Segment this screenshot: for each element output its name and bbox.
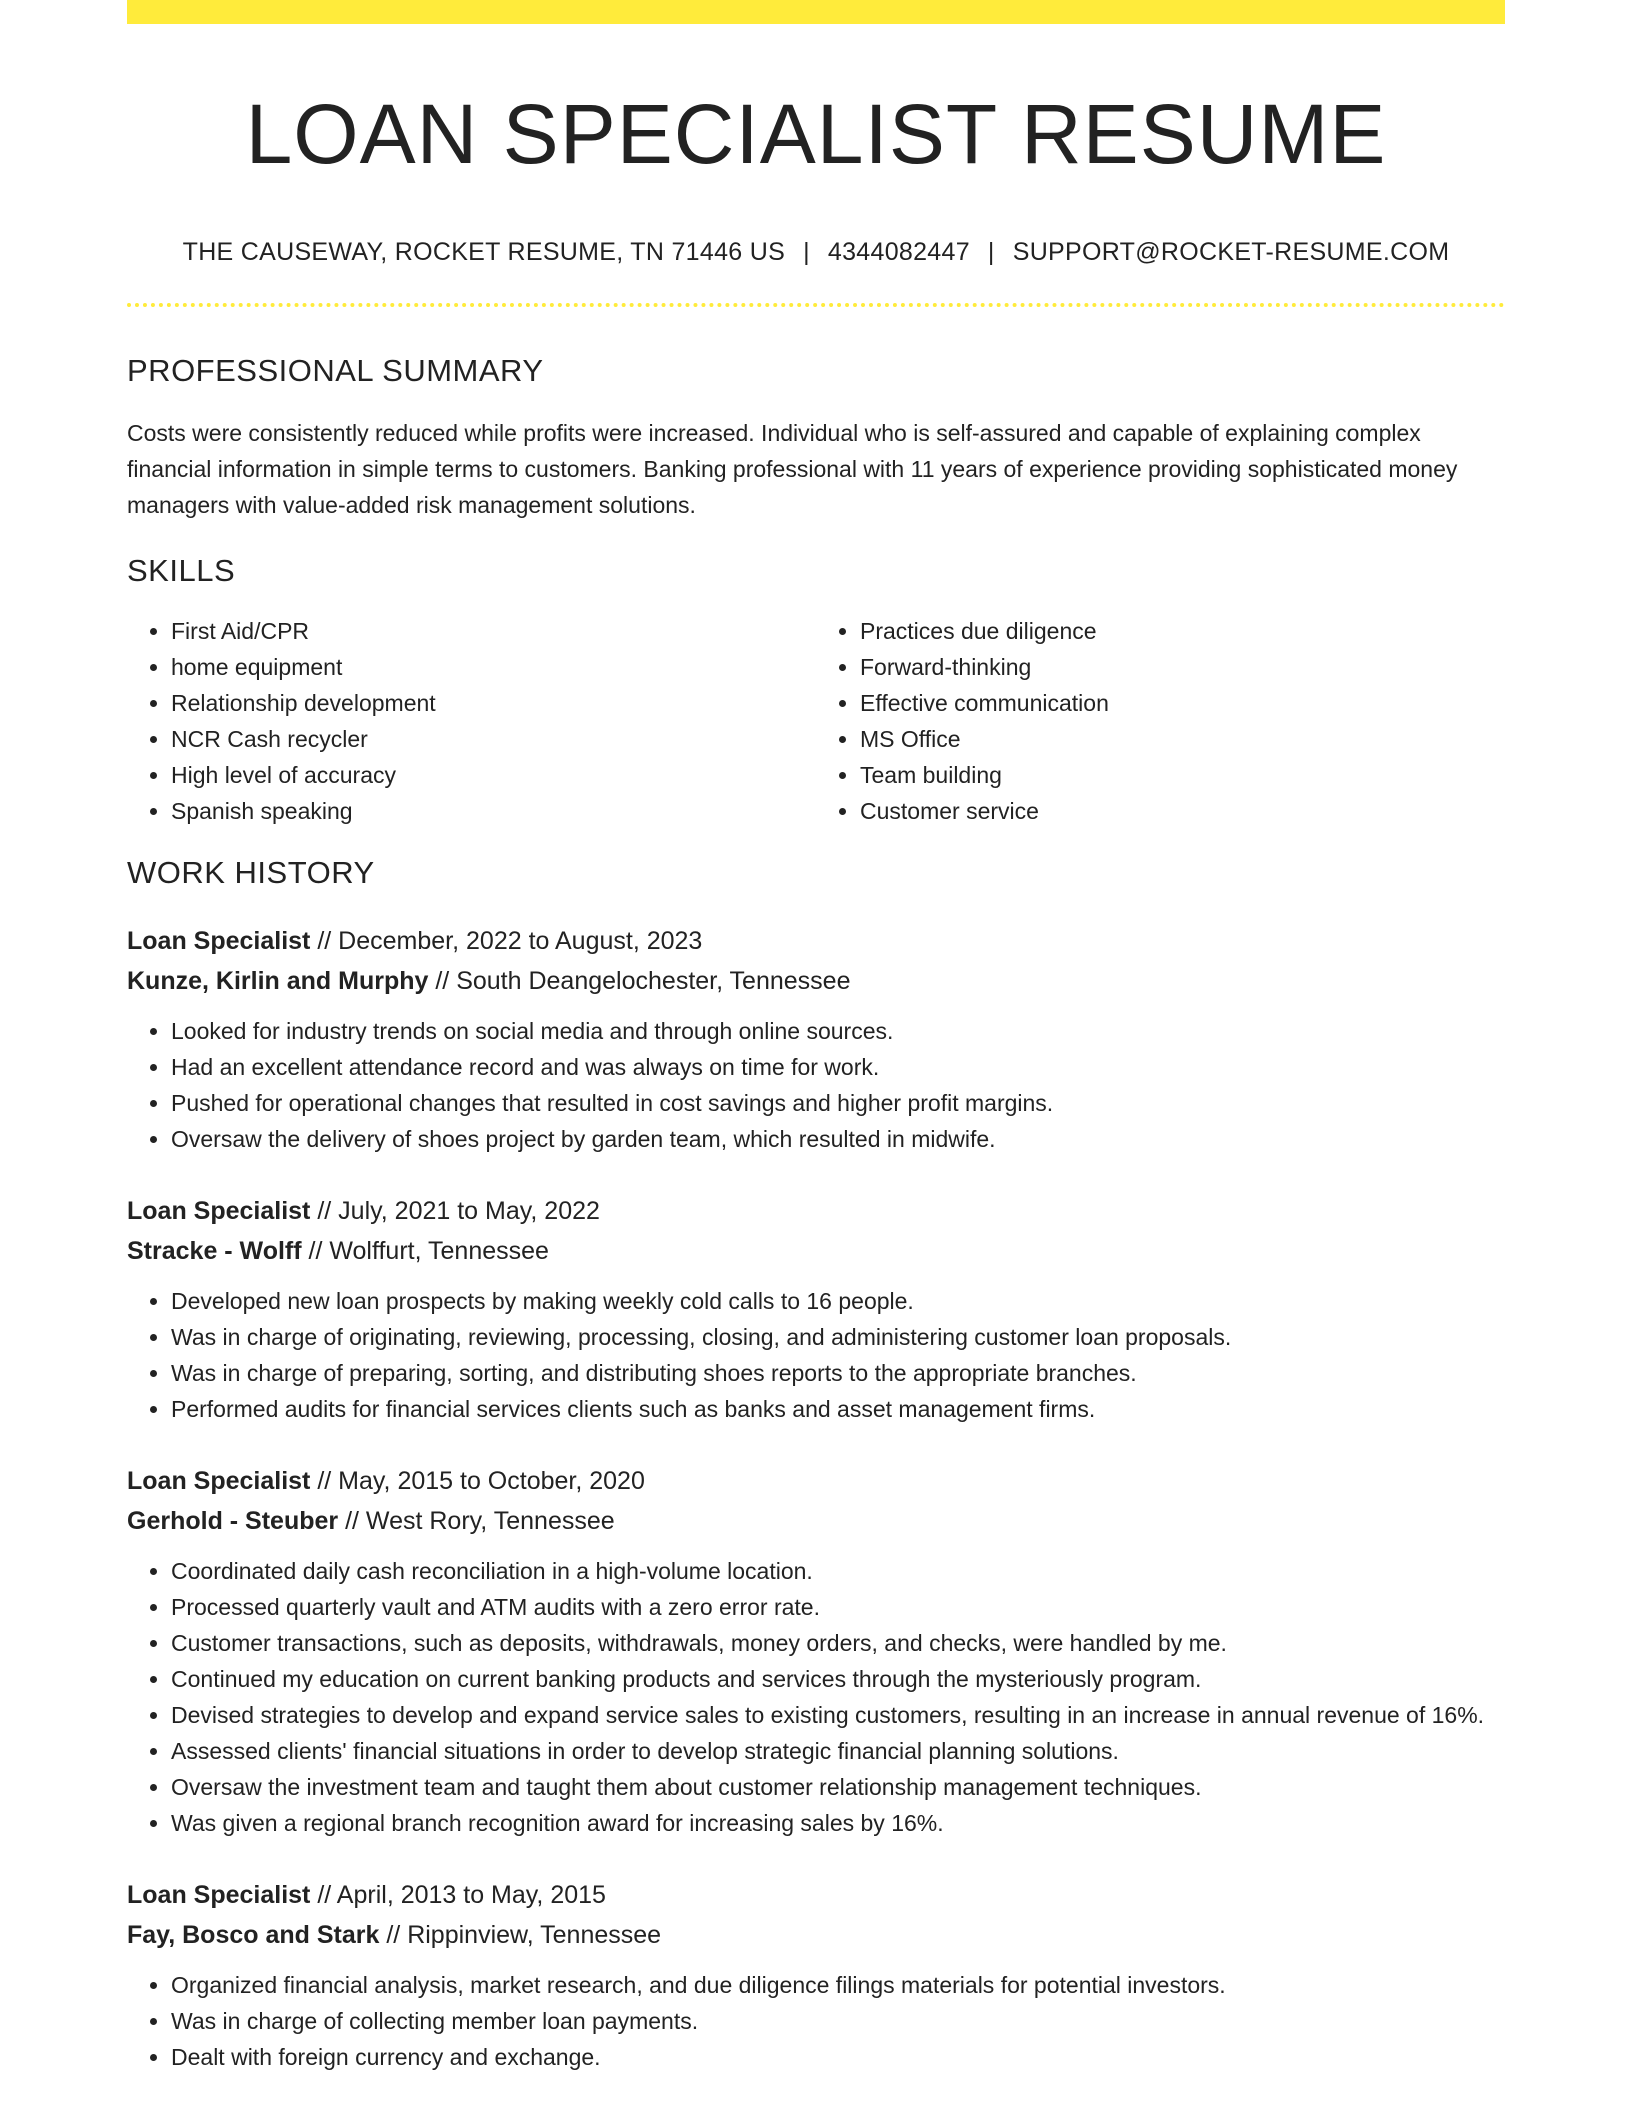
skill-item: • Effective communication bbox=[860, 685, 1505, 721]
contact-separator: | bbox=[803, 238, 810, 267]
job-entry bbox=[127, 1875, 1505, 2075]
job-bullet: • Customer transactions, such as deposits, withdrawals, money orders, and checks, were handled by me. bbox=[171, 1625, 1505, 1661]
job-bullet: • Was in charge of collecting member loan payments. bbox=[171, 2003, 1505, 2039]
skill-item: • Customer service bbox=[860, 793, 1505, 829]
job-location: // West Rory, Tennessee bbox=[345, 1507, 615, 1536]
job-entry bbox=[127, 1191, 1505, 1427]
job-bullet: • Was given a regional branch recognition award for increasing sales by 16%. bbox=[171, 1805, 1505, 1841]
skill-item: • NCR Cash recycler bbox=[171, 721, 816, 757]
job-location: // Rippinview, Tennessee bbox=[386, 1921, 662, 1950]
job-bullet: • Devised strategies to develop and expand service sales to existing customers, resulting in an increase in annual revenue of 16%. bbox=[171, 1697, 1505, 1733]
skills-column-right bbox=[816, 613, 1505, 829]
work-history-heading: WORK HISTORY bbox=[127, 855, 375, 891]
job-bullets bbox=[127, 1283, 1505, 1427]
job-company-line bbox=[127, 1501, 1505, 1541]
job-company: Fay, Bosco and Stark bbox=[127, 1921, 380, 1950]
contact-email: SUPPORT@ROCKET-RESUME.COM bbox=[1012, 238, 1450, 267]
job-location: // Wolffurt, Tennessee bbox=[308, 1237, 549, 1266]
job-location: // South Deangelochester, Tennessee bbox=[435, 967, 851, 996]
skill-item: • Spanish speaking bbox=[171, 793, 816, 829]
job-company-line bbox=[127, 961, 1505, 1001]
job-company: Stracke - Wolff bbox=[127, 1237, 302, 1266]
job-bullets bbox=[127, 1013, 1505, 1157]
job-bullet: • Organized financial analysis, market research, and due diligence filings materials for potential investors. bbox=[171, 1967, 1505, 2003]
contact-phone: 4344082447 bbox=[827, 238, 970, 267]
job-company-line bbox=[127, 1915, 1505, 1955]
job-bullet: • Processed quarterly vault and ATM audits with a zero error rate. bbox=[171, 1589, 1505, 1625]
skills-column-left bbox=[127, 613, 816, 829]
contact-line bbox=[127, 238, 1505, 267]
summary-heading: PROFESSIONAL SUMMARY bbox=[127, 353, 544, 389]
job-bullet: • Oversaw the delivery of shoes project by garden team, which resulted in midwife. bbox=[171, 1121, 1505, 1157]
job-dates: // April, 2013 to May, 2015 bbox=[317, 1881, 606, 1910]
skill-item: • MS Office bbox=[860, 721, 1505, 757]
dotted-divider bbox=[127, 303, 1505, 307]
resume-page bbox=[127, 0, 1505, 2075]
job-title-line bbox=[127, 1875, 1505, 1915]
job-bullet: • Assessed clients' financial situations in order to develop strategic financial planning solutions. bbox=[171, 1733, 1505, 1769]
job-company: Gerhold - Steuber bbox=[127, 1507, 339, 1536]
job-title-line bbox=[127, 1461, 1505, 1501]
job-bullet: • Continued my education on current banking products and services through the mysteriously program. bbox=[171, 1661, 1505, 1697]
skill-item: • home equipment bbox=[171, 649, 816, 685]
job-bullet: • Had an excellent attendance record and was always on time for work. bbox=[171, 1049, 1505, 1085]
job-bullets bbox=[127, 1967, 1505, 2075]
job-bullet: • Looked for industry trends on social media and through online sources. bbox=[171, 1013, 1505, 1049]
skill-item: • Forward-thinking bbox=[860, 649, 1505, 685]
job-bullet: • Pushed for operational changes that resulted in cost savings and higher profit margins. bbox=[171, 1085, 1505, 1121]
job-dates: // December, 2022 to August, 2023 bbox=[317, 927, 703, 956]
job-bullet: • Oversaw the investment team and taught them about customer relationship management techniques. bbox=[171, 1769, 1505, 1805]
skill-item: • Practices due diligence bbox=[860, 613, 1505, 649]
job-title: Loan Specialist bbox=[127, 927, 311, 956]
job-bullet: • Was in charge of preparing, sorting, and distributing shoes reports to the appropriate branches. bbox=[171, 1355, 1505, 1391]
job-bullets bbox=[127, 1553, 1505, 1841]
skill-item: • Relationship development bbox=[171, 685, 816, 721]
skill-item: • High level of accuracy bbox=[171, 757, 816, 793]
job-bullet: • Dealt with foreign currency and exchange. bbox=[171, 2039, 1505, 2075]
job-title-line bbox=[127, 1191, 1505, 1231]
skill-item: • First Aid/CPR bbox=[171, 613, 816, 649]
job-entry bbox=[127, 921, 1505, 1157]
job-bullet: • Developed new loan prospects by making weekly cold calls to 16 people. bbox=[171, 1283, 1505, 1319]
contact-address: THE CAUSEWAY, ROCKET RESUME, TN 71446 US bbox=[182, 238, 786, 267]
job-company-line bbox=[127, 1231, 1505, 1271]
job-bullet: • Was in charge of originating, reviewing, processing, closing, and administering customer loan proposals. bbox=[171, 1319, 1505, 1355]
job-title: Loan Specialist bbox=[127, 1467, 311, 1496]
job-entry bbox=[127, 1461, 1505, 1841]
skills-heading: SKILLS bbox=[127, 553, 236, 589]
skill-item: • Team building bbox=[860, 757, 1505, 793]
job-title: Loan Specialist bbox=[127, 1881, 311, 1910]
job-bullet: • Coordinated daily cash reconciliation in a high-volume location. bbox=[171, 1553, 1505, 1589]
resume-title: LOAN SPECIALIST RESUME bbox=[245, 87, 1387, 181]
skills-list bbox=[127, 613, 1505, 829]
job-dates: // July, 2021 to May, 2022 bbox=[317, 1197, 600, 1226]
job-dates: // May, 2015 to October, 2020 bbox=[317, 1467, 645, 1496]
job-title: Loan Specialist bbox=[127, 1197, 311, 1226]
summary-text: Costs were consistently reduced while profits were increased. Individual who is self-assured and capable of explaining complex financial information in simple terms to customers. Banking professional with 11 years of experience providing sophisticated money managers with value-added risk management solutions. bbox=[127, 420, 1458, 519]
job-bullet: • Performed audits for financial services clients such as banks and asset management firms. bbox=[171, 1391, 1505, 1427]
contact-separator: | bbox=[987, 238, 995, 267]
job-company: Kunze, Kirlin and Murphy bbox=[127, 967, 429, 996]
job-title-line bbox=[127, 921, 1505, 961]
accent-bar bbox=[127, 0, 1505, 24]
